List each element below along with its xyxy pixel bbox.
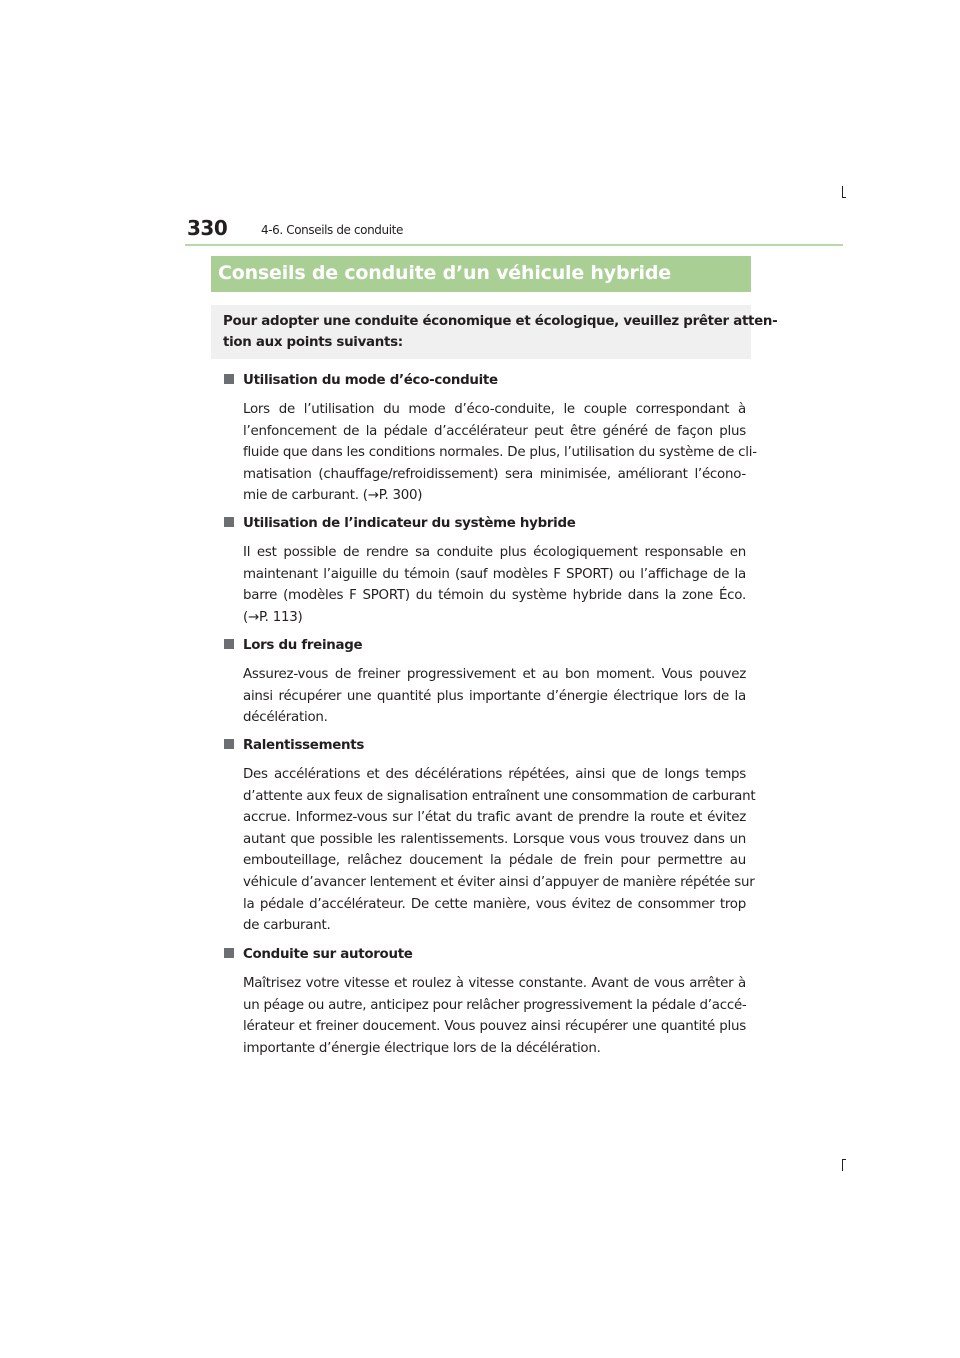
item-heading-eco-mode <box>224 373 498 388</box>
page-number: 330 <box>187 216 228 240</box>
body-line: matisation (chauffage/refroidissement) sera minimisée, améliorant l’écono- <box>243 466 746 482</box>
section-title: Conseils de conduite d’un véhicule hybride <box>211 256 751 292</box>
body-line: fluide que dans les conditions normales. De plus, l’utilisation du système de cli- <box>243 445 757 461</box>
item-body-braking <box>243 664 746 729</box>
item-heading-text: Utilisation de l’indicateur du système hybride <box>243 516 576 531</box>
item-body-hybrid-indicator <box>243 542 746 628</box>
item-body-highway <box>243 973 746 1059</box>
body-line: embouteillage, relâchez doucement la pédale de frein pour permettre au <box>243 853 746 869</box>
square-bullet-icon <box>224 948 234 958</box>
header-rule <box>185 244 843 246</box>
body-line: autant que possible les ralentissements. Lorsque vous vous trouvez dans un <box>243 831 746 847</box>
breadcrumb: 4-6. Conseils de conduite <box>261 223 403 237</box>
item-heading-traffic-jams <box>224 738 364 753</box>
body-line: maintenant l’aiguille du témoin (sauf modèles F SPORT) ou l’affichage de la <box>243 566 746 582</box>
body-line: l’enfoncement de la pédale d’accélérateur peut être généré de façon plus <box>243 423 746 439</box>
body-line: d’attente aux feux de signalisation entraînent une consommation de carburant <box>243 788 756 804</box>
body-line: un péage ou autre, anticipez pour relâcher progressivement la pédale d’accé- <box>243 997 747 1013</box>
body-line: décélération. <box>243 710 328 726</box>
body-line: accrue. Informez-vous sur l’état du trafic avant de prendre la route et évitez <box>243 810 746 826</box>
body-line: de carburant. <box>243 918 331 934</box>
intro-line: tion aux points suivants: <box>223 335 403 350</box>
body-line: véhicule d’avancer lentement et éviter ainsi d’appuyer de manière répétée sur <box>243 874 755 890</box>
body-line: Il est possible de rendre sa conduite plus écologiquement responsable en <box>243 545 746 560</box>
item-heading-text: Utilisation du mode d’éco-conduite <box>243 373 498 388</box>
body-line: mie de carburant. (→P. 300) <box>243 488 423 504</box>
square-bullet-icon <box>224 374 234 384</box>
item-heading-braking <box>224 638 362 653</box>
body-line: (→P. 113) <box>243 609 303 625</box>
body-line: Maîtrisez votre vitesse et roulez à vitesse constante. Avant de vous arrêter à <box>243 976 746 991</box>
body-line: lérateur et freiner doucement. Vous pouvez ainsi récupérer une quantité plus <box>243 1019 746 1035</box>
item-heading-hybrid-indicator <box>224 516 576 531</box>
item-heading-text: Ralentissements <box>243 738 365 753</box>
edge-mark-bottom <box>842 1159 843 1171</box>
item-heading-highway <box>224 947 413 962</box>
body-line: importante d’énergie électrique lors de la décélération. <box>243 1040 601 1056</box>
body-line: la pédale d’accélérateur. De cette manière, vous évitez de consommer trop <box>243 896 746 912</box>
intro-box <box>211 305 778 359</box>
item-body-eco-mode <box>243 399 757 507</box>
body-line: ainsi récupérer une quantité plus importante d’énergie électrique lors de la <box>243 688 746 704</box>
square-bullet-icon <box>224 517 234 527</box>
square-bullet-icon <box>224 739 234 749</box>
square-bullet-icon <box>224 639 234 649</box>
body-line: Assurez-vous de freiner progressivement et au bon moment. Vous pouvez <box>243 667 746 682</box>
edge-mark-top <box>842 186 843 198</box>
item-body-traffic-jams <box>243 764 756 937</box>
body-line: Des accélérations et des décélérations répétées, ainsi que de longs temps <box>243 767 746 782</box>
body-line: barre (modèles F SPORT) du témoin du système hybride dans la zone Éco. <box>243 588 746 604</box>
intro-line: Pour adopter une conduite économique et écologique, veuillez prêter atten- <box>223 314 778 329</box>
item-heading-text: Conduite sur autoroute <box>243 947 413 962</box>
item-heading-text: Lors du freinage <box>243 638 363 653</box>
body-line: Lors de l’utilisation du mode d’éco-conduite, le couple correspondant à <box>243 402 746 417</box>
